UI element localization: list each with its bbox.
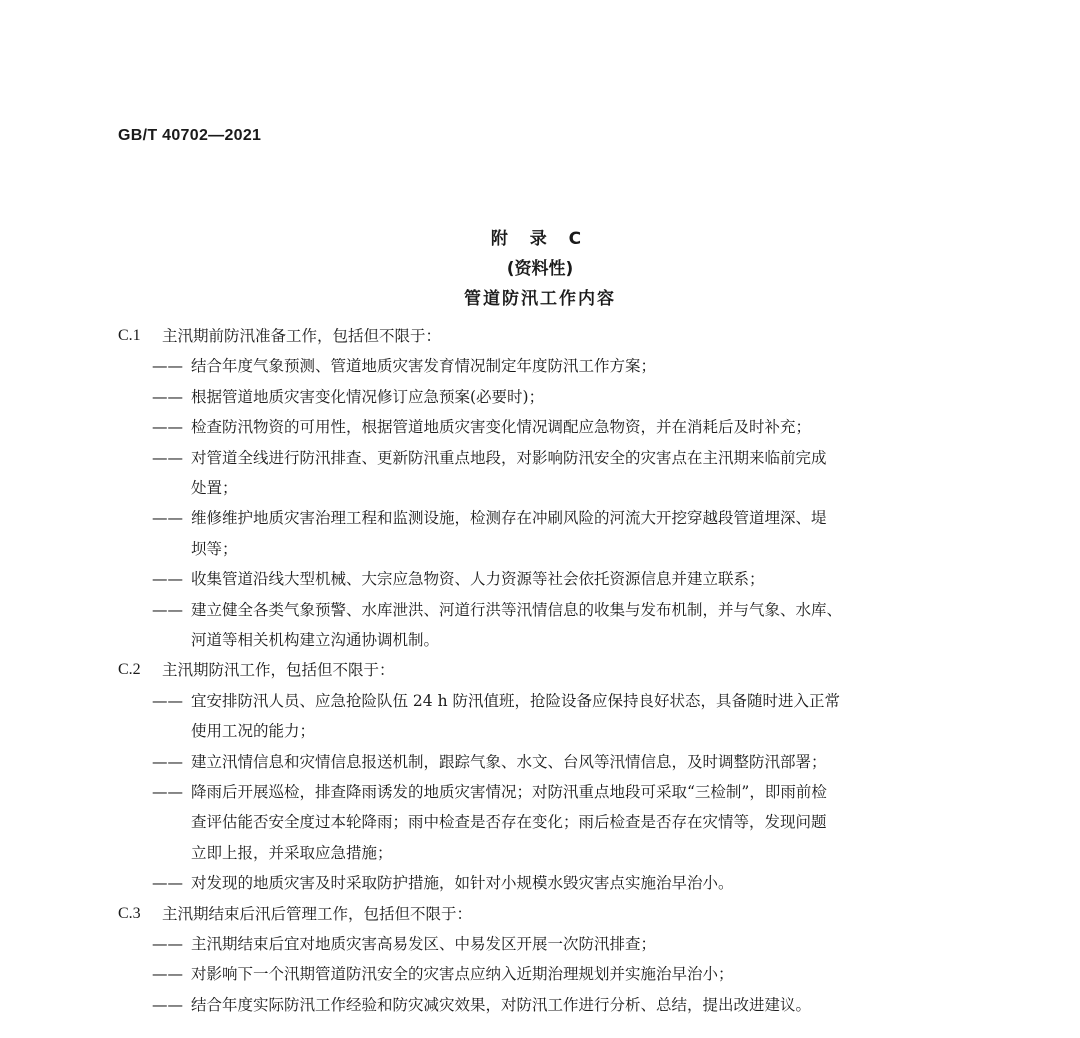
list-item-text: 对管道全线进行防汛排查、更新防汛重点地段，对影响防汛安全的灾害点在主汛期来临前完成 — [191, 448, 827, 467]
section-heading — [0, 321, 1080, 351]
list-item-continuation — [0, 807, 1080, 837]
appendix-nature: (资料性) — [506, 259, 574, 279]
list-item-text: 建立健全各类气象预警、水库泄洪、河道行洪等汛情信息的收集与发布机制，并与气象、水库、 — [191, 600, 843, 619]
section-heading — [0, 655, 1080, 685]
dash-marker: —— — [152, 691, 183, 710]
list-item — [0, 382, 1080, 412]
list-item — [0, 595, 1080, 625]
dash-marker: —— — [152, 874, 183, 893]
dash-marker: —— — [152, 357, 183, 376]
appendix-title: 管道防汛工作内容 — [464, 289, 616, 309]
list-item-text: 立即上报，并采取应急措施； — [191, 843, 393, 862]
list-item — [0, 412, 1080, 442]
section-intro: 主汛期前防汛准备工作，包括但不限于： — [162, 327, 442, 345]
list-item — [0, 351, 1080, 381]
section-number: C.2 — [118, 661, 141, 679]
appendix-label: 附 录 C — [490, 229, 590, 249]
list-item-text: 维修维护地质灾害治理工程和监测设施，检测存在冲刷风险的河流大开挖穿越段管道埋深、堤 — [191, 509, 827, 528]
dash-marker: —— — [152, 387, 183, 406]
list-item-text: 河道等相关机构建立沟通协调机制。 — [191, 631, 440, 649]
list-item — [0, 747, 1080, 777]
list-item-text: 结合年度气象预测、管道地质灾害发育情况制定年度防汛工作方案； — [191, 357, 657, 376]
list-item-text: 收集管道沿线大型机械、大宗应急物资、人力资源等社会依托资源信息并建立联系； — [191, 570, 765, 589]
dash-marker: —— — [152, 570, 183, 589]
dash-marker: —— — [152, 935, 183, 953]
dash-marker: —— — [152, 752, 183, 771]
dash-marker: —— — [152, 509, 183, 528]
list-item-text: 使用工况的能力； — [191, 722, 316, 741]
list-item-text: 坝等； — [191, 539, 238, 558]
section-number: C.3 — [118, 904, 141, 922]
list-item — [0, 959, 1080, 989]
list-item-text: 对发现的地质灾害及时采取防护措施，如针对小规模水毁灾害点实施治早治小。 — [191, 874, 734, 893]
list-item — [0, 777, 1080, 807]
list-item-text: 主汛期结束后宜对地质灾害高易发区、中易发区开展一次防汛排查； — [191, 935, 657, 953]
list-item — [0, 990, 1080, 1020]
list-item-text: 根据管道地质灾害变化情况修订应急预案(必要时)； — [191, 387, 545, 406]
list-item — [0, 564, 1080, 594]
list-item-continuation — [0, 534, 1080, 564]
list-item-text: 检查防汛物资的可用性，根据管道地质灾害变化情况调配应急物资，并在消耗后及时补充； — [191, 418, 812, 437]
dash-marker: —— — [152, 448, 183, 467]
dash-marker: —— — [152, 965, 183, 984]
list-item — [0, 503, 1080, 533]
section-intro: 主汛期结束后汛后管理工作，包括但不限于： — [162, 904, 473, 923]
list-item — [0, 686, 1080, 716]
standard-code: GB/T 40702—2021 — [118, 127, 262, 144]
list-item-continuation — [0, 625, 1080, 655]
section-heading — [0, 899, 1080, 929]
dash-marker: —— — [152, 783, 183, 801]
list-item-continuation — [0, 838, 1080, 868]
list-item-text: 降雨后开展巡检，排查降雨诱发的地质灾害情况；对防汛重点地段可采取“三检制”，即雨前检 — [191, 783, 827, 801]
dash-marker: —— — [152, 995, 183, 1014]
list-item — [0, 443, 1080, 473]
list-item-text: 宜安排防汛人员、应急抢险队伍 24 h 防汛值班，抢险设备应保持良好状态，具备随时进入正常 — [191, 691, 840, 710]
list-item-text: 对影响下一个汛期管道防汛安全的灾害点应纳入近期治理规划并实施治早治小； — [191, 965, 734, 984]
list-item-text: 查评估能否安全度过本轮降雨；雨中检查是否存在变化；雨后检查是否存在灾情等，发现问题 — [191, 813, 827, 832]
list-item-continuation — [0, 716, 1080, 746]
list-item-text: 结合年度实际防汛工作经验和防灾减灾效果，对防汛工作进行分析、总结，提出改进建议。 — [191, 995, 812, 1014]
section-number: C.1 — [118, 327, 141, 344]
list-item — [0, 868, 1080, 898]
section-intro: 主汛期防汛工作，包括但不限于： — [162, 661, 395, 680]
dash-marker: —— — [152, 600, 183, 619]
list-item-text: 处置； — [191, 479, 238, 497]
list-item-continuation — [0, 473, 1080, 503]
list-item-text: 建立汛情信息和灾情信息报送机制，跟踪气象、水文、台风等汛情信息，及时调整防汛部署； — [191, 752, 827, 771]
list-item — [0, 929, 1080, 959]
dash-marker: —— — [152, 418, 183, 437]
